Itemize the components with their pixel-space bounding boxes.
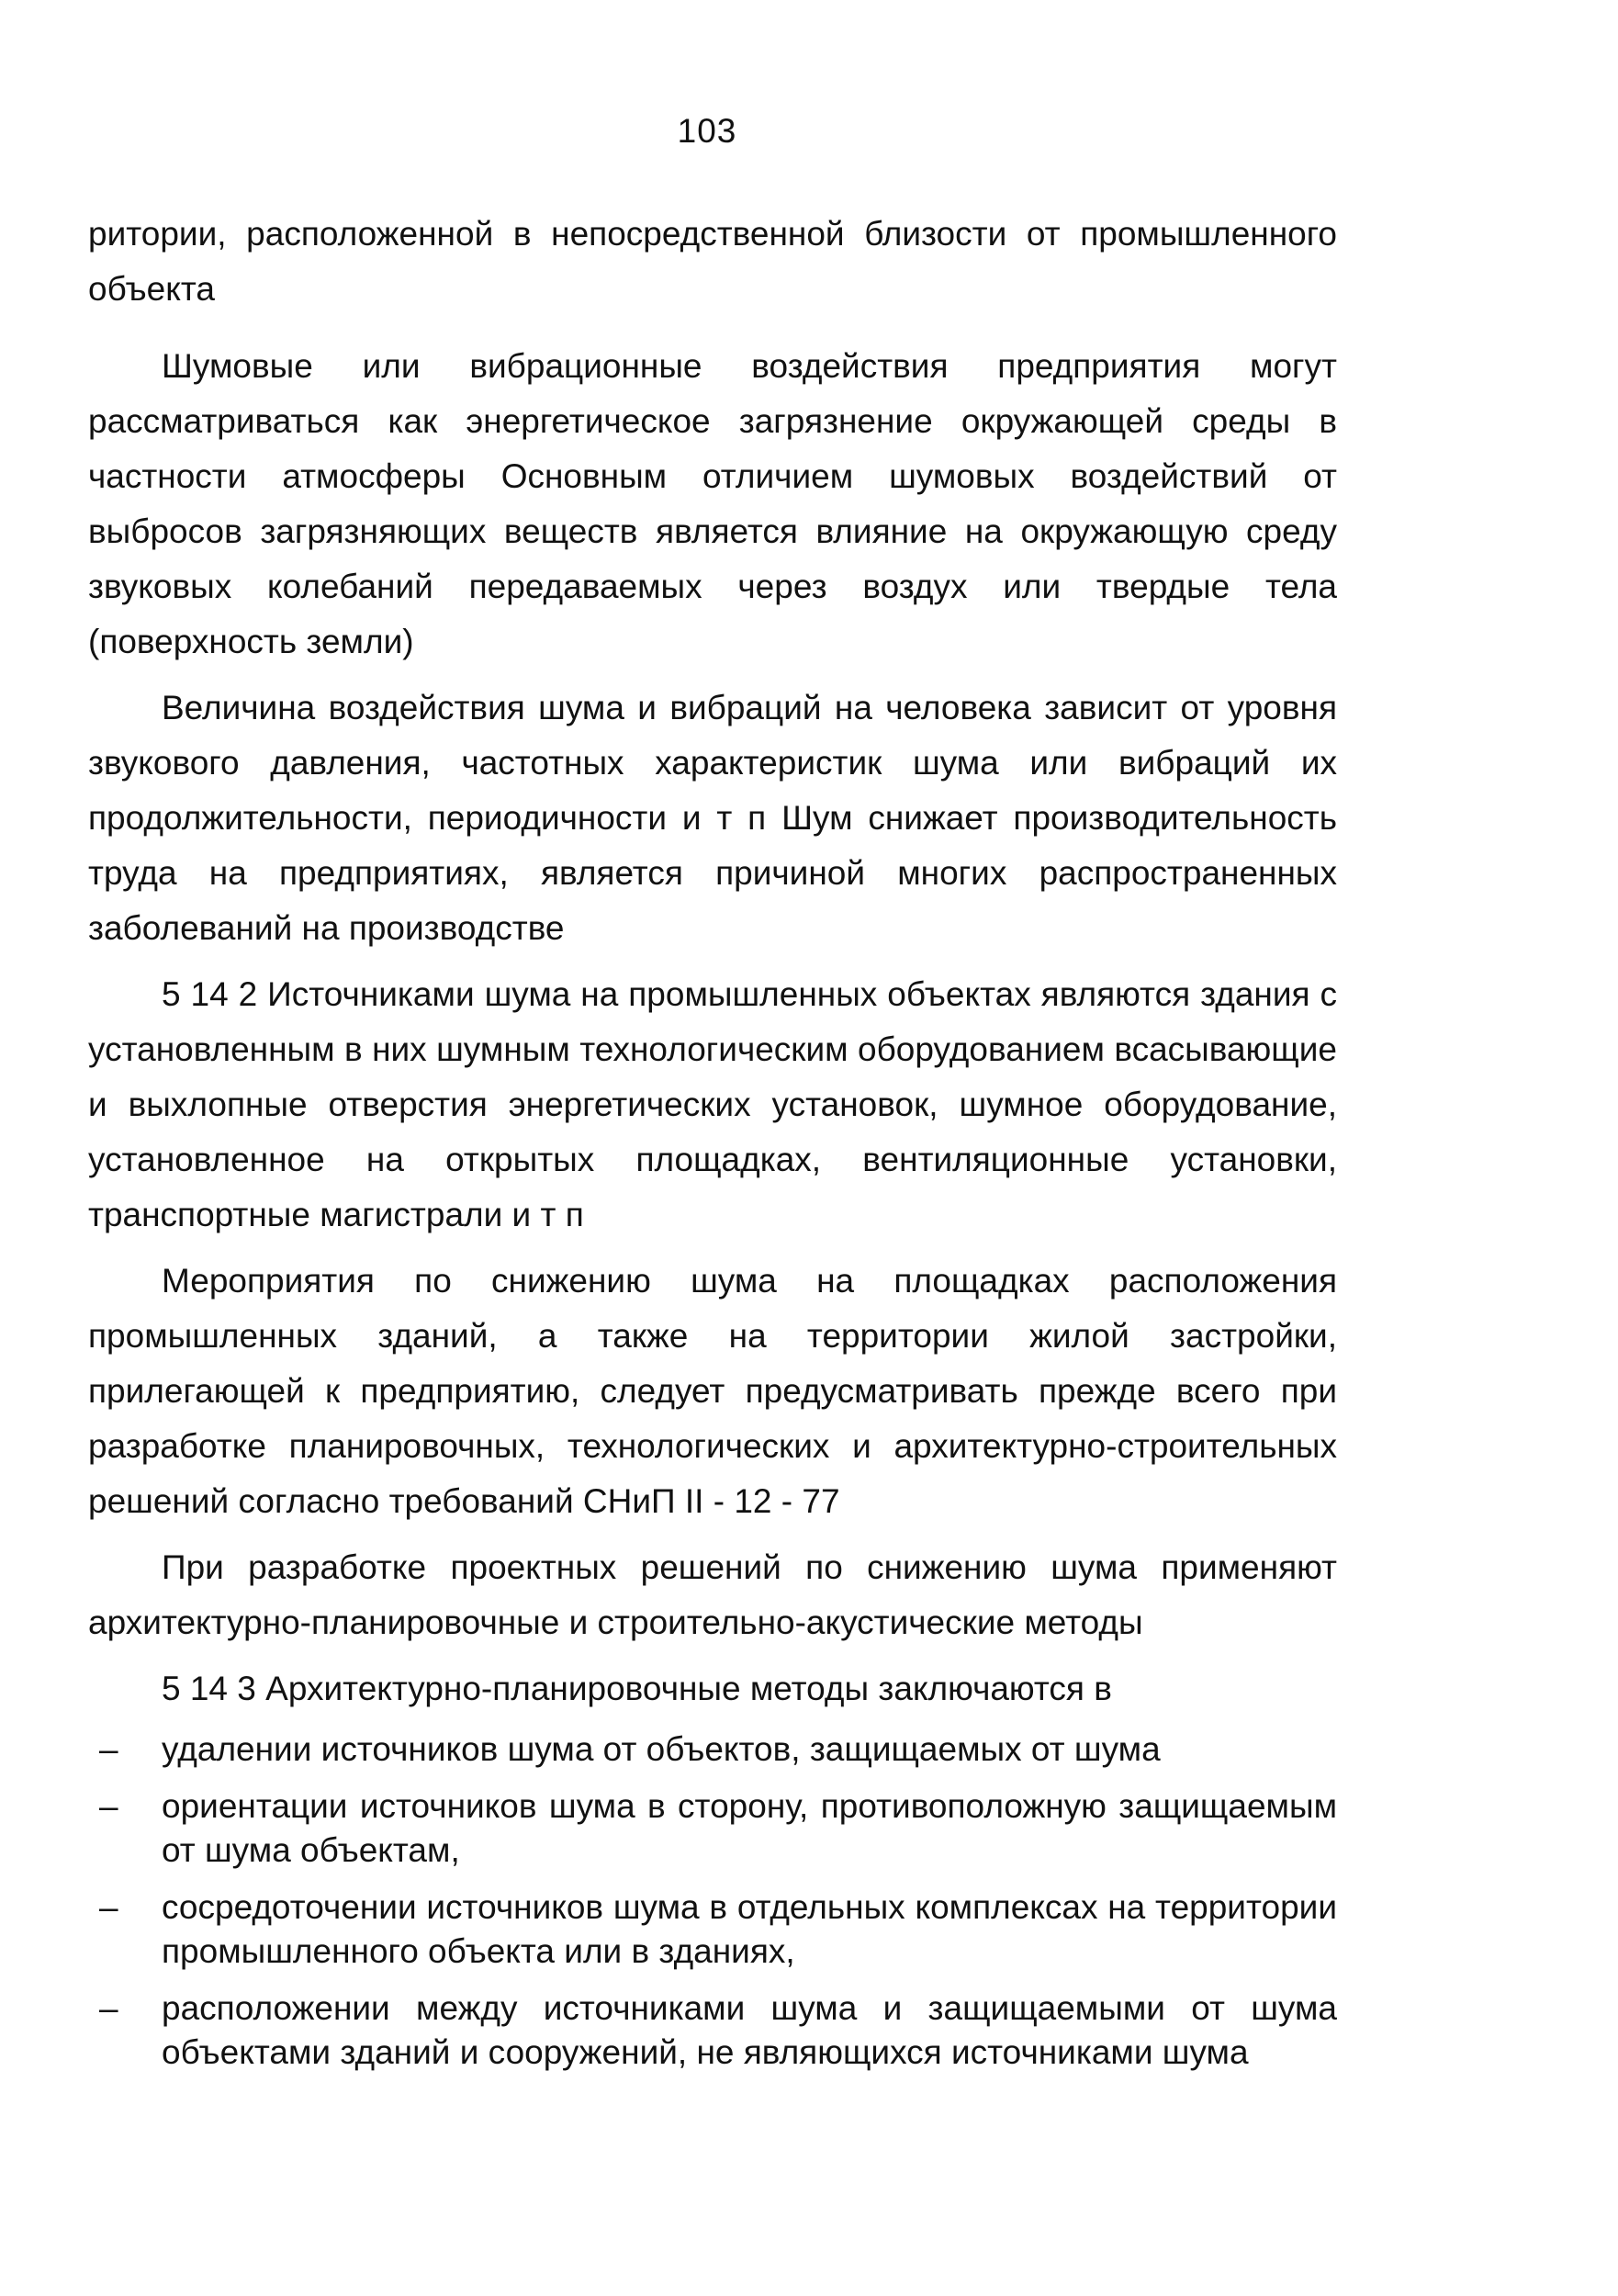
paragraph-noise-vibration-impact: Шумовые или вибрационные воздействия предприятия могут рассматриваться как энергетическое загрязнение окружающей среды в частности атмосферы Основным отличием шумовых воздействий от выбросов загрязняющих веществ является влияние на окружающую среду звуковых колебаний передаваемых через воздух или твердые тела (поверхность земли)	[88, 347, 1337, 660]
list-item	[88, 1986, 1337, 2075]
paragraph-noise-measures: Мероприятия по снижению шума на площадках расположения промышленных зданий, а также на территории жилой застройки, прилегающей к предприятию, следует предусматривать прежде всего при разработке планировочных, технологических и архитектурно-строительных решений согласно требований СНиП II - 12 - 77	[88, 1262, 1337, 1520]
page-number: 103	[677, 112, 737, 150]
list-item-text: ориентации источников шума в сторону, противоположную защищаемым от шума объектам,	[162, 1787, 1337, 1869]
dash-marker: –	[99, 1787, 118, 1825]
paragraph-design-methods: При разработке проектных решений по снижению шума применяют архитектурно-планировочные и строительно-акустические методы	[88, 1548, 1337, 1641]
methods-list	[88, 1728, 1337, 2075]
list-item	[88, 1728, 1337, 1772]
dash-marker: –	[99, 1730, 118, 1768]
paragraph-continuation: ритории, расположенной в непосредственной близости от промышленного объекта	[88, 215, 1337, 308]
list-item	[88, 1784, 1337, 1873]
list-item-text: удалении источников шума от объектов, защищаемых от шума	[162, 1730, 1161, 1768]
list-item-text: сосредоточении источников шума в отдельных комплексах на территории промышленного объекта или в зданиях,	[162, 1888, 1337, 1970]
paragraph-section-5-14-3: 5 14 3 Архитектурно-планировочные методы заключаются в	[162, 1670, 1112, 1707]
paragraph-section-5-14-2: 5 14 2 Источниками шума на промышленных объектах являются здания с установленным в них шумным технологическим оборудованием всасывающие и выхлопные отверстия энергетических установок, шумное оборудование, установленное на открытых площадках, вентиляционные установки, транспортные магистрали и т п	[88, 975, 1337, 1233]
dash-marker: –	[99, 1888, 118, 1926]
document-body	[88, 207, 1337, 2088]
paragraph-noise-magnitude: Величина воздействия шума и вибраций на человека зависит от уровня звукового давления, частотных характеристик шума или вибраций их продолжительности, периодичности и т п Шум снижает производительность труда на предприятиях, является причиной многих распространенных заболеваний на производстве	[88, 689, 1337, 947]
list-item	[88, 1885, 1337, 1974]
list-item-text: расположении между источниками шума и защищаемыми от шума объектами зданий и сооружений, не являющихся источниками шума	[162, 1989, 1337, 2071]
dash-marker: –	[99, 1989, 118, 2027]
